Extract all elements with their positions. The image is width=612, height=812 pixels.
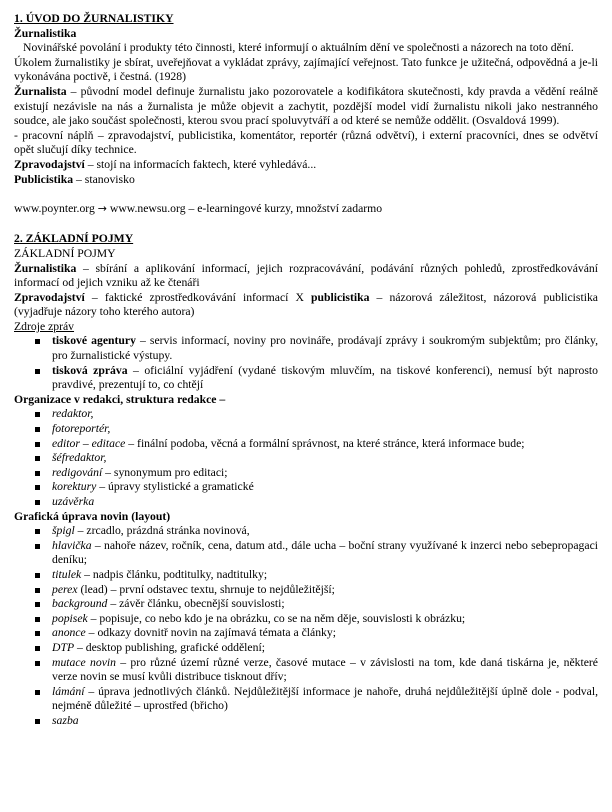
item-text: – zrcadlo, prázdná stránka novinová, [74,524,250,538]
paragraph-zurnalistika-def [14,262,598,291]
list-item [52,451,598,466]
zdroje-list [14,334,598,392]
paragraph-zpravodajstvi-def [14,291,598,320]
item-term: sazba [52,713,79,727]
item-term: perex [52,582,78,596]
paragraph-work: - pracovní náplň – zpravodajství, publicistika, komentátor, reportér (různá odvětví), i externí pracovníci, dnes se odvětví opět slučují díky technice. [14,128,598,157]
link-newsu[interactable]: www.newsu.org – e-learningové kurzy, množství zadarmo [109,201,383,215]
zpravodajstvi-def-text-b: – názorová záležitost, názorová publicistika (vyjadřuje názory toho kterého autora) [14,290,598,319]
graficka-uprava-heading: Grafická úprava novin (layout) [14,509,171,523]
term-zpravodajstvi: Zpravodajství [14,157,85,171]
section-2-subtitle: ZÁKLADNÍ POJMY [14,246,116,260]
item-term: hlavička [52,538,92,552]
item-term: šéfredaktor, [52,451,107,465]
term-publicistika-2: publicistika [311,290,370,304]
item-text: – popisuje, co nebo kdo je na obrázku, co se na něm děje, souvislosti k obrázku; [87,611,466,625]
links-line [14,202,598,217]
list-item [52,685,598,714]
zurnalista-text: – původní model definuje žurnalistu jako pozorovatele a kodifikátora skutečnosti, kdy pravda a vědění reálně existují nezávisle na nás a žurnalista je může objevit a zachytit, pozdější model vidí žurnalistu nikoli jako nestranného soudce, ale jako součást společnosti, kterou svou prací spoluvytváří a od které se nemůže oddělit. (Osvaldová 1999). [14,84,598,128]
zdroje-heading: Zdroje zpráv [14,319,75,333]
item-term: background [52,597,108,611]
paragraph-task: Úkolem žurnalistiky je sbírat, uveřejňovat a vykládat zprávy, zajímající veřejnost. Tato funkce je užitečná, odpovědná a je-li vykonávána poctivě, i čestná. (1928) [14,55,598,84]
link-poynter[interactable]: www.poynter.org [14,201,95,215]
list-item [52,480,598,495]
list-item [52,437,598,452]
item-text: – nahoře název, ročník, cena, datum atd., dále ucha – boční strany využívané k inzerci nebo sebepropagaci deníku; [52,538,598,567]
list-item [52,364,598,393]
graficka-uprava-list [14,524,598,728]
item-term: lámání [52,684,85,698]
item-term: fotoreportér, [52,422,111,436]
paragraph-publicistika [14,173,598,188]
paragraph-zpravodajstvi [14,158,598,173]
zpravodajstvi-text: – stojí na informacích faktech, které vyhledává... [84,157,317,171]
list-item [52,539,598,568]
list-item [52,656,598,685]
zurnalistika-def-text: – sbírání a aplikování informací, jejich rozpracovávání, podávání různých pohledů, zprostředkovávání informací od jejich vzniku až ke čtenáři [14,261,598,290]
list-item [52,612,598,627]
item-term: špigl [52,524,75,538]
item-term: redigování [52,465,103,479]
zpravodajstvi-def-text-a: – faktické zprostředkovávání informací X [84,290,311,304]
section-1-title: 1. ÚVOD DO ŽURNALISTIKY [14,12,174,25]
organizace-heading: Organizace v redakci, struktura redakce – [14,392,226,406]
term-zurnalistika: Žurnalistika [14,261,77,275]
item-term: titulek [52,567,82,581]
item-text: – úpravy stylistické a gramatické [96,480,254,494]
list-item [52,597,598,612]
item-term: uzávěrka [52,495,95,508]
item-text: (lead) – první odstavec textu, shrnuje to nejdůležitější; [77,582,335,596]
item-text: – synonymum pro editaci; [102,465,228,479]
item-text: – odkazy dovnitř novin na zajímavá témata a články; [85,626,336,640]
item-text: – závěr článku, obecnější souvislosti; [107,597,285,611]
item-text: – nadpis článku, podtitulky, nadtitulky; [81,567,268,581]
item-text: – oficiální vyjádření (vydané tiskovým mluvčím, na tiskové konferenci), nemusí být naprosto pravdivé, prezentují to, co chtějí [52,363,598,392]
list-item [52,495,598,510]
section-2-title: 2. ZÁKLADNÍ POJMY [14,232,134,246]
paragraph-definition: Novinářské povolání i produkty této činnosti, které informují o aktuálním dění ve společnosti a názorech na toto dění. [23,41,574,55]
list-item [52,334,598,363]
item-term: mutace novin [52,655,116,669]
list-item [52,641,598,656]
paragraph-zurnalista [14,85,598,129]
item-term: korektury [52,480,97,494]
item-term: tiskové agentury [52,334,136,348]
item-term: DTP [52,640,75,654]
organizace-list [14,407,598,509]
list-item [52,524,598,539]
term-publicistika: Publicistika [14,172,74,186]
item-text: – desktop publishing, grafické oddělení; [74,640,265,654]
list-item [52,466,598,481]
list-item [52,583,598,598]
item-term: popisek [52,611,88,625]
item-text: – servis informací, noviny pro novináře, prodávají zprávy i soukromým subjektům; pro články, pro žurnalistické výstupy. [52,334,598,363]
item-term: tisková zpráva [52,363,128,377]
item-term: anonce [52,626,86,640]
item-text: – úprava jednotlivých článků. Nejdůležitější informace je nahoře, druhá nejdůležitější úplně dole - podval, nejméně důležité – uprostřed (břicho) [52,684,598,713]
publicistika-text: – stanovisko [73,172,135,186]
list-item [52,407,598,422]
right-arrow-icon: → [97,201,107,215]
zurnalistika-heading: Žurnalistika [14,26,77,40]
item-text: – pro různé území různé verze, časové mutace – v závislosti na tom, kde daná tiskárna je, některé verze novin se musí kvůli distribuce tisknout dřív; [52,655,598,684]
list-item [52,714,598,729]
list-item [52,626,598,641]
item-term: redaktor, [52,407,94,421]
list-item [52,568,598,583]
list-item [52,422,598,437]
item-term: editor – editace [52,436,126,450]
term-zpravodajstvi-2: Zpravodajství [14,290,85,304]
term-zurnalista: Žurnalista [14,84,67,98]
item-text: – finální podoba, věcná a formální správnost, na které stránce, která informace bude; [125,436,525,450]
